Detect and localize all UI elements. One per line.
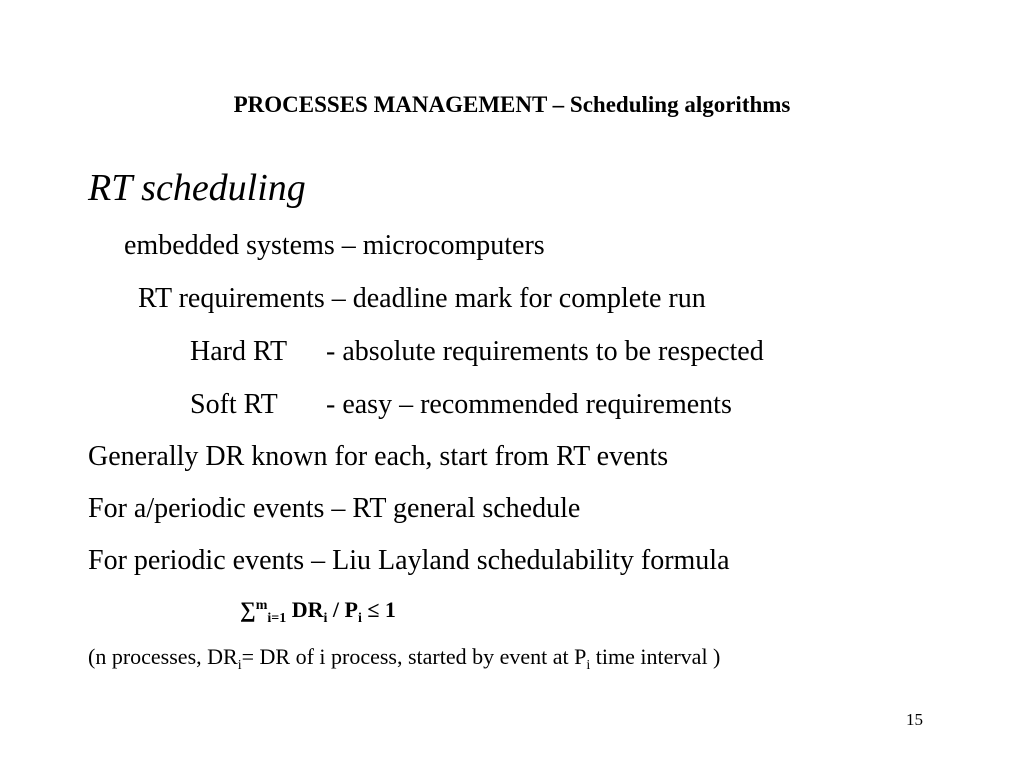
- formula-relation: ≤ 1: [367, 597, 396, 622]
- bullet-rt-requirements: RT requirements – deadline mark for complete run: [138, 283, 706, 314]
- page-number: 15: [906, 710, 923, 729]
- sum-upper-limit: m: [255, 598, 268, 613]
- slide-title: PROCESSES MANAGEMENT – Scheduling algorithms: [233, 92, 791, 117]
- formula-divide-p: / P: [332, 597, 358, 622]
- note-index-1: i: [237, 658, 242, 673]
- bullet-periodic-events: For periodic events – Liu Layland schedulability formula: [88, 545, 730, 576]
- bullet-soft-rt: [190, 389, 732, 421]
- schedulability-formula: [240, 597, 396, 626]
- soft-rt-label: Soft RT: [190, 389, 278, 420]
- soft-rt-description: - easy – recommended requirements: [326, 389, 732, 420]
- bullet-hard-rt: [190, 336, 764, 368]
- sum-lower-limit: i=1: [267, 611, 287, 626]
- note-part-3: time interval ): [590, 644, 721, 669]
- formula-p-index: i: [357, 611, 362, 626]
- bullet-embedded-systems: embedded systems – microcomputers: [124, 230, 545, 261]
- formula-dr-index: i: [323, 611, 328, 626]
- formula-note: [88, 644, 721, 673]
- bullet-aperiodic-events: For a/periodic events – RT general schedule: [88, 493, 581, 524]
- note-index-2: i: [586, 658, 591, 673]
- hard-rt-label: Hard RT: [190, 336, 288, 367]
- note-part-1: (n processes, DR: [88, 644, 238, 669]
- section-heading: RT scheduling: [88, 167, 306, 209]
- hard-rt-description: - absolute requirements to be respected: [326, 336, 764, 367]
- sum-symbol: ∑: [240, 597, 256, 622]
- bullet-generally-dr: Generally DR known for each, start from RT events: [88, 441, 669, 472]
- formula-dr: DR: [291, 597, 324, 622]
- note-part-2: = DR of i process, started by event at P: [241, 644, 587, 669]
